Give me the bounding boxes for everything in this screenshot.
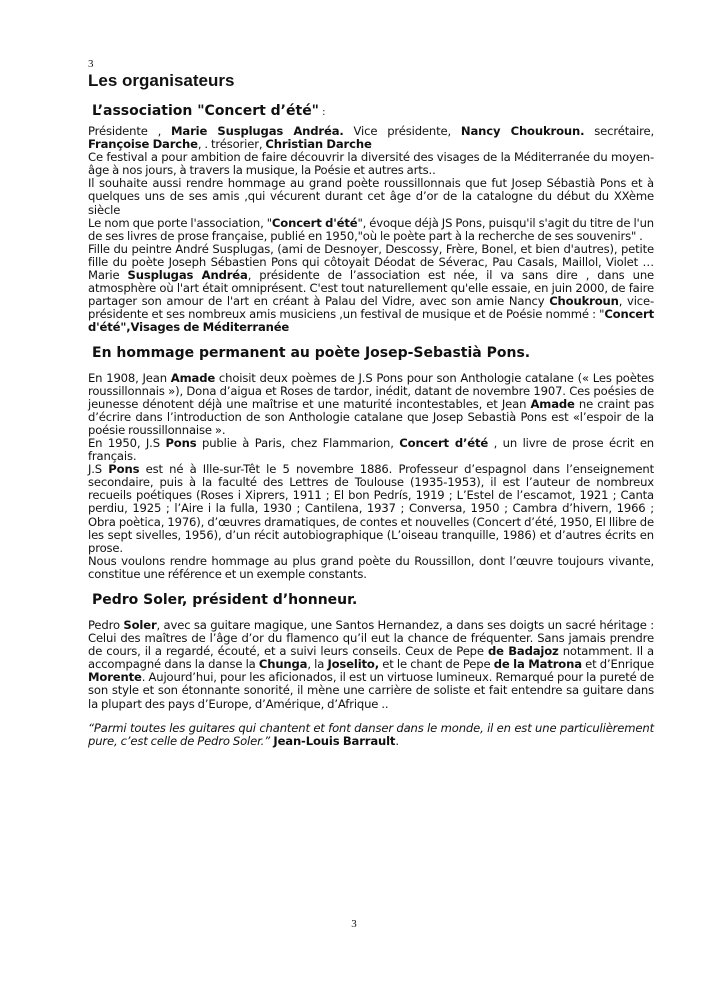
bold-amade: Amade — [530, 396, 575, 411]
text-run: ", évoque déjà JS Pons, puisqu'il s'agit du titre de l'un de ses livres de prose française, publié en 1950,"où le poète part à la recherche de ses souvenirs" . — [88, 215, 654, 243]
text-run: notamment. Il a accompagné dans la danse la — [88, 644, 655, 672]
bold-joselito: Joselito, — [327, 657, 379, 672]
paragraph-publication — [88, 437, 654, 463]
quote-barrault — [88, 722, 654, 748]
bold-pons: Pons — [108, 462, 140, 477]
text-run: publie à Paris, chez Flammarion, — [196, 435, 400, 450]
association-section — [88, 125, 654, 335]
text-run: secrétaire, — [584, 124, 655, 138]
paragraph-tribute: Il souhaite aussi rendre hommage au grand poète roussillonnais que fut Josep Sébastià Pons et à quelques uns de ses amis ,qui vécurent durant cet âge d’or de la catalogne du début du XXème siècle — [88, 176, 654, 217]
paragraph-homage: Nous voulons rendre hommage au plus grand poète du Roussillon, dont l’œuvre toujours vivante, constitue une référence et un exemple constants. — [88, 553, 654, 581]
bold-susplugas: Susplugas Andréa — [127, 268, 248, 283]
bold-choukroun: Choukroun — [549, 294, 619, 309]
pons-section — [88, 372, 654, 582]
text-run: . Aujourd’hui, pour les aficionados, il est un virtuose lumineux. Remarqué pour la pureté de son style et son étonnante sonorité, il mène une carrière de soliste et fait entendre sa guitare dans la plupart des pays d’Europe, d’Amérique, d’Afrique .. — [88, 670, 654, 711]
section-heading-association — [92, 103, 654, 121]
bold-badajoz: de Badajoz — [487, 644, 559, 659]
text-run: , vice-présidente et ses nombreux amis musiciens ,un festival de musique et de Poésie nommé : " — [88, 294, 655, 322]
section-heading-soler: Pedro Soler, président d’honneur. — [92, 592, 358, 608]
quote-author: Jean-Louis Barrault — [270, 733, 396, 748]
document-page — [88, 58, 654, 748]
page-number-top: 3 — [88, 58, 94, 70]
text-run: En 1950, J.S — [88, 435, 166, 450]
text-run: , un livre de prose écrit en français. — [88, 435, 654, 464]
text-run: choisit deux poèmes de J.S Pons pour son Anthologie catalane (« Les poètes roussillonnais »), Dona d’aigua et Roses de tardor, inédit, datant de novembre 1907. Ces poésies de jeunesse dénotent déjà une maîtrise et une maturité incontestables, et Jean — [88, 370, 654, 411]
quote-text: “Parmi toutes les guitares qui chantent et font danser dans le monde, il en est une particulièrement pure, c’est celle de Pedro Soler.” — [88, 720, 654, 748]
paragraph-name-origin — [88, 217, 654, 243]
text-run: Pedro — [88, 618, 124, 632]
bold-pons: Pons — [165, 435, 197, 450]
paragraph-festival-ambition: Ce festival a pour ambition de faire découvrir la diversité des visages de la Méditerranée du moyen-âge à nos jours, à travers la musique, la Poésie et autres arts.. — [88, 150, 654, 178]
text-run: , présidente de l’association est née, il va sans dire , dans une atmosphère où l'art était omniprésent. C'est tout naturellement qu'elle essaie, en juin 2000, de faire partager son amour de l'art en créant à Palau del Vidre, avec son amie Nancy — [88, 268, 654, 309]
page-number-bottom: 3 — [351, 918, 357, 930]
text-run: Le nom que porte l'association, " — [88, 215, 272, 230]
name-president: Marie Susplugas Andréa. — [171, 124, 344, 138]
paragraph-pons-bio — [88, 463, 654, 555]
bold-festival-name: Concert d'été",Visages de Méditerranée — [88, 307, 654, 335]
text-run: et le chant de Pepe — [379, 657, 494, 672]
text-run: J.S — [88, 462, 109, 477]
text-run: ne craint pas d’écrire dans l’introduction de son Anthologie catalane que Josep Sebastià Pons est «l’espoir de la poésie roussillonnaise ». — [88, 396, 654, 437]
text-run: et d’Enrique — [581, 657, 654, 672]
text-run: , la — [307, 657, 328, 672]
paragraph-anthology — [88, 372, 654, 437]
name-vice-president: Nancy Choukroun. — [460, 124, 585, 138]
text-run: Présidente , — [88, 124, 172, 138]
association-heading-text: L’association "Concert d’été" — [92, 103, 319, 119]
text-run: est né à Ille-sur-Têt le 5 novembre 1886. Professeur d’espagnol dans l’enseignement secondaire, puis à la faculté des Lettres de Toulouse (1935-1953), il est l’auteur de nombreux recueils poétiques (Roses i Xiprers, 1911 ; El bon Pedrís, 1919 ; L’Estel de l’escamot, 1921 ; Canta perdiu, 1925 ; l’Aire i la fulla, 1930 ; Cantilena, 1937 ; Conversa, 1950 ; Cambra d’hivern, 1966 ; Obra poètica, 1976), d’œuvres dramatiques, de contes et nouvelles (Concert d’été, 1950, El llibre de les sept sivelles, 1956), d’un récit autobiographique (L’oiseau tranquille, 1986) et d’autres écrits en prose. — [88, 462, 654, 555]
soler-section — [88, 619, 654, 711]
paragraph-president-bio — [88, 243, 654, 335]
bold-amade: Amade — [170, 370, 216, 385]
paragraph-board-members — [88, 125, 654, 151]
name-treasurer: Christian Darche — [265, 137, 372, 152]
text-run: En 1908, Jean — [88, 370, 171, 385]
bold-matrona: de la Matrona — [493, 657, 582, 672]
bold-concert-ete: Concert d'été — [271, 215, 358, 230]
bold-soler: Soler — [123, 618, 157, 632]
text-run: Vice présidente, — [343, 124, 461, 138]
name-secretary: Françoise Darche — [88, 137, 198, 152]
paragraph-soler-bio — [88, 619, 654, 711]
text-run: , avec sa guitare magique, une Santos Hernandez, a dans ses doigts un sacré héritage : Celui des maîtres de l’âge d’or du flamenco qu’il eut la chance de fréquenter. Sans jamais prendre de cours, il a regardé, écouté, et a suivi leurs conseils. Ceux de Pepe — [88, 618, 654, 659]
bold-chunga: Chunga — [258, 657, 308, 672]
bold-concert-ete: Concert d’été — [399, 435, 489, 450]
page-title: Les organisateurs — [88, 71, 235, 90]
text-run: Fille du peintre André Susplugas, (ami de Desnoyer, Descossy, Frère, Bonel, et bien d'autres), petite fille du poète Joseph Sébastien Pons qui côtoyait Déodat de Séverac, Pau Casals, Maillol, Violet … Marie — [88, 241, 654, 283]
bold-morente: Morente — [88, 670, 142, 685]
text-run: . — [395, 733, 399, 748]
section-heading-pons: En hommage permanent au poète Josep-Sebastià Pons. — [92, 344, 531, 361]
text-run: , . trésorier, — [197, 137, 266, 152]
association-heading-colon: : — [318, 107, 326, 118]
